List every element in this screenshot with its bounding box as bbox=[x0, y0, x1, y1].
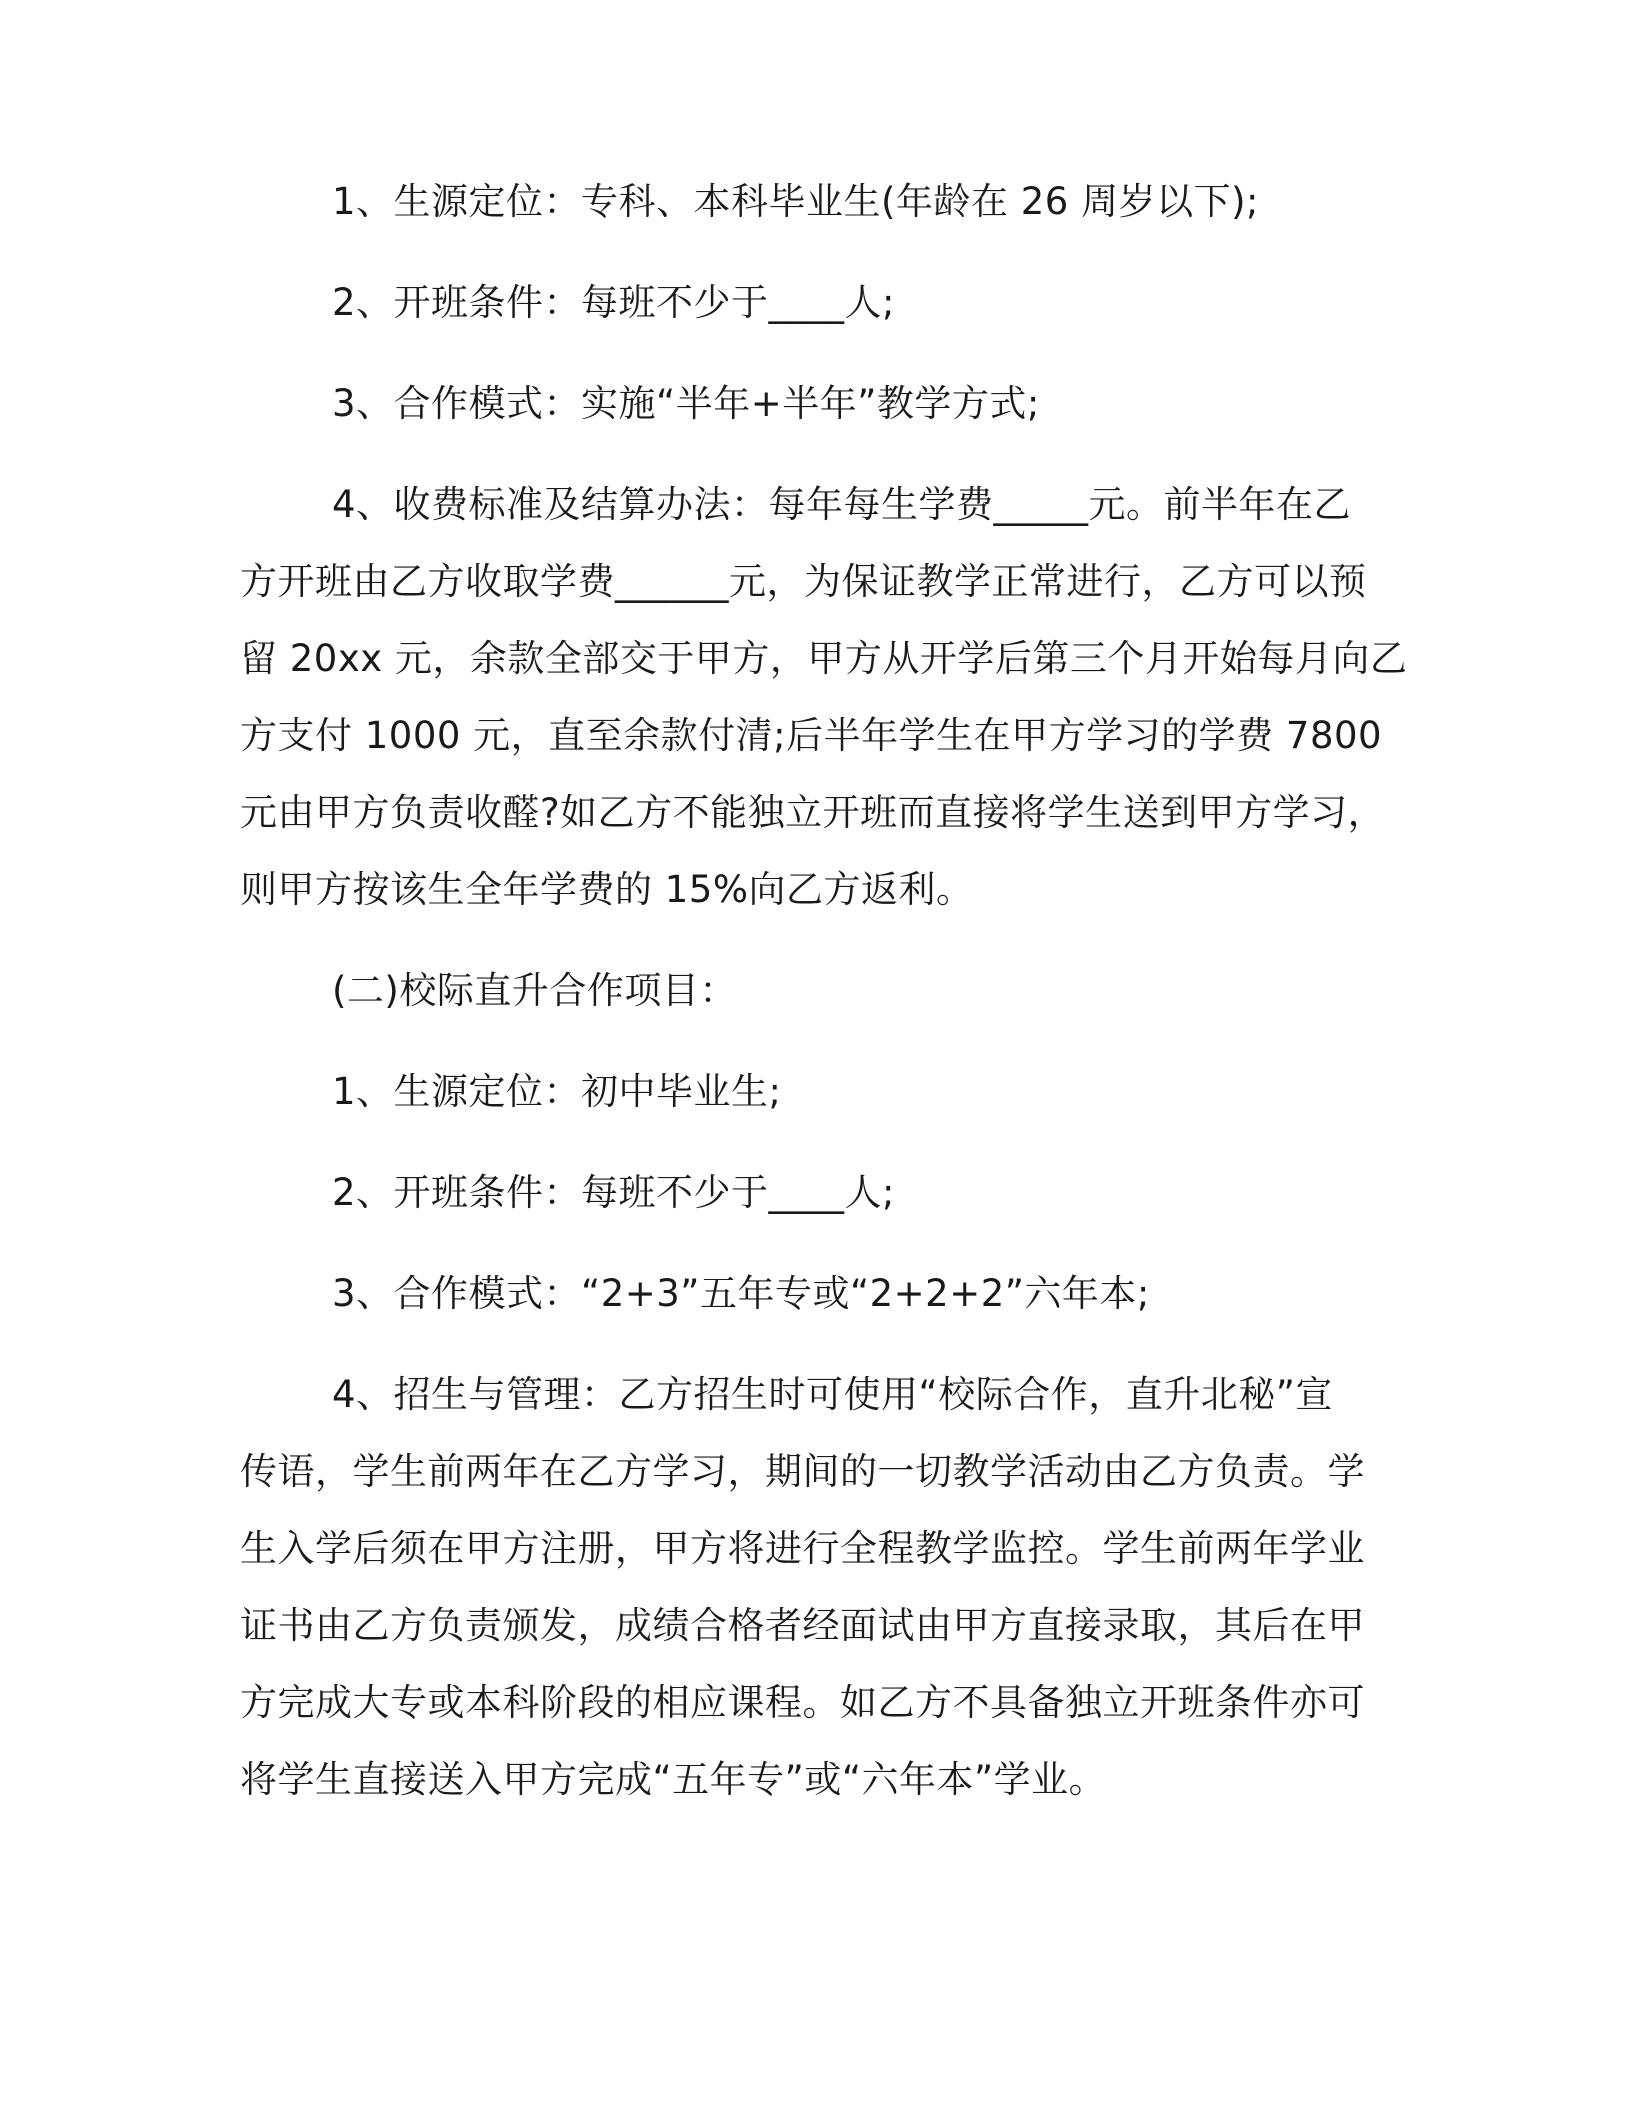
paragraph-item-1-source bbox=[240, 1072, 1392, 1112]
text-line: 方支付 1000 元，直至余款付清;后半年学生在甲方学习的学费 7800 bbox=[240, 714, 1383, 757]
text-line: 生入学后须在甲方注册，甲方将进行全程教学监控。学生前两年学业 bbox=[240, 1527, 1365, 1570]
text-line: 2、开班条件：每班不少于____人; bbox=[332, 1171, 896, 1214]
heading-line: (二)校际直升合作项目： bbox=[332, 969, 737, 1012]
text-line: 则甲方按该生全年学费的 15%向乙方返利。 bbox=[240, 868, 974, 911]
text-line: 4、收费标准及结算办法：每年每生学费_____元。前半年在乙 bbox=[332, 483, 1352, 526]
text-line: 1、生源定位：专科、本科毕业生(年龄在 26 周岁以下); bbox=[332, 180, 1259, 223]
document-body bbox=[240, 180, 1408, 1801]
text-line: 4、招生与管理：乙方招生时可使用“校际合作，直升北秘”宣 bbox=[332, 1373, 1333, 1416]
text-line: 2、开班条件：每班不少于____人; bbox=[332, 281, 896, 324]
paragraph-item-1-source bbox=[240, 182, 1392, 222]
text-line: 方完成大专或本科阶段的相应课程。如乙方不具备独立开班条件亦可 bbox=[240, 1681, 1365, 1724]
paragraph-item-3-cooperation-mode bbox=[240, 384, 1392, 424]
text-line: 留 20xx 元，余款全部交于甲方，甲方从开学后第三个月开始每月向乙 bbox=[240, 637, 1408, 680]
paragraph-item-4-enrollment-management bbox=[240, 1375, 1392, 1800]
paragraph-item-2-class-condition bbox=[240, 283, 1392, 323]
text-line: 元由甲方负责收醛?如乙方不能独立开班而直接将学生送到甲方学习， bbox=[240, 791, 1386, 834]
paragraph-item-4-fees-settlement bbox=[240, 483, 1408, 911]
paragraph-item-3-cooperation-mode bbox=[240, 1274, 1392, 1314]
text-line: 证书由乙方负责颁发，成绩合格者经面试由甲方直接录取，其后在甲 bbox=[240, 1604, 1365, 1647]
text-line: 3、合作模式：“2+3”五年专或“2+2+2”六年本; bbox=[332, 1272, 1150, 1315]
text-line: 3、合作模式：实施“半年+半年”教学方式; bbox=[332, 382, 1040, 425]
text-line: 1、生源定位：初中毕业生; bbox=[332, 1070, 782, 1113]
paragraph-item-2-class-condition bbox=[240, 1173, 1392, 1213]
text-line: 将学生直接送入甲方完成“五年专”或“六年本”学业。 bbox=[240, 1758, 1107, 1801]
section-heading-inter-school bbox=[240, 971, 1392, 1011]
text-line: 方开班由乙方收取学费______元，为保证教学正常进行，乙方可以预 bbox=[240, 560, 1367, 603]
text-line: 传语，学生前两年在乙方学习，期间的一切教学活动由乙方负责。学 bbox=[240, 1450, 1365, 1493]
